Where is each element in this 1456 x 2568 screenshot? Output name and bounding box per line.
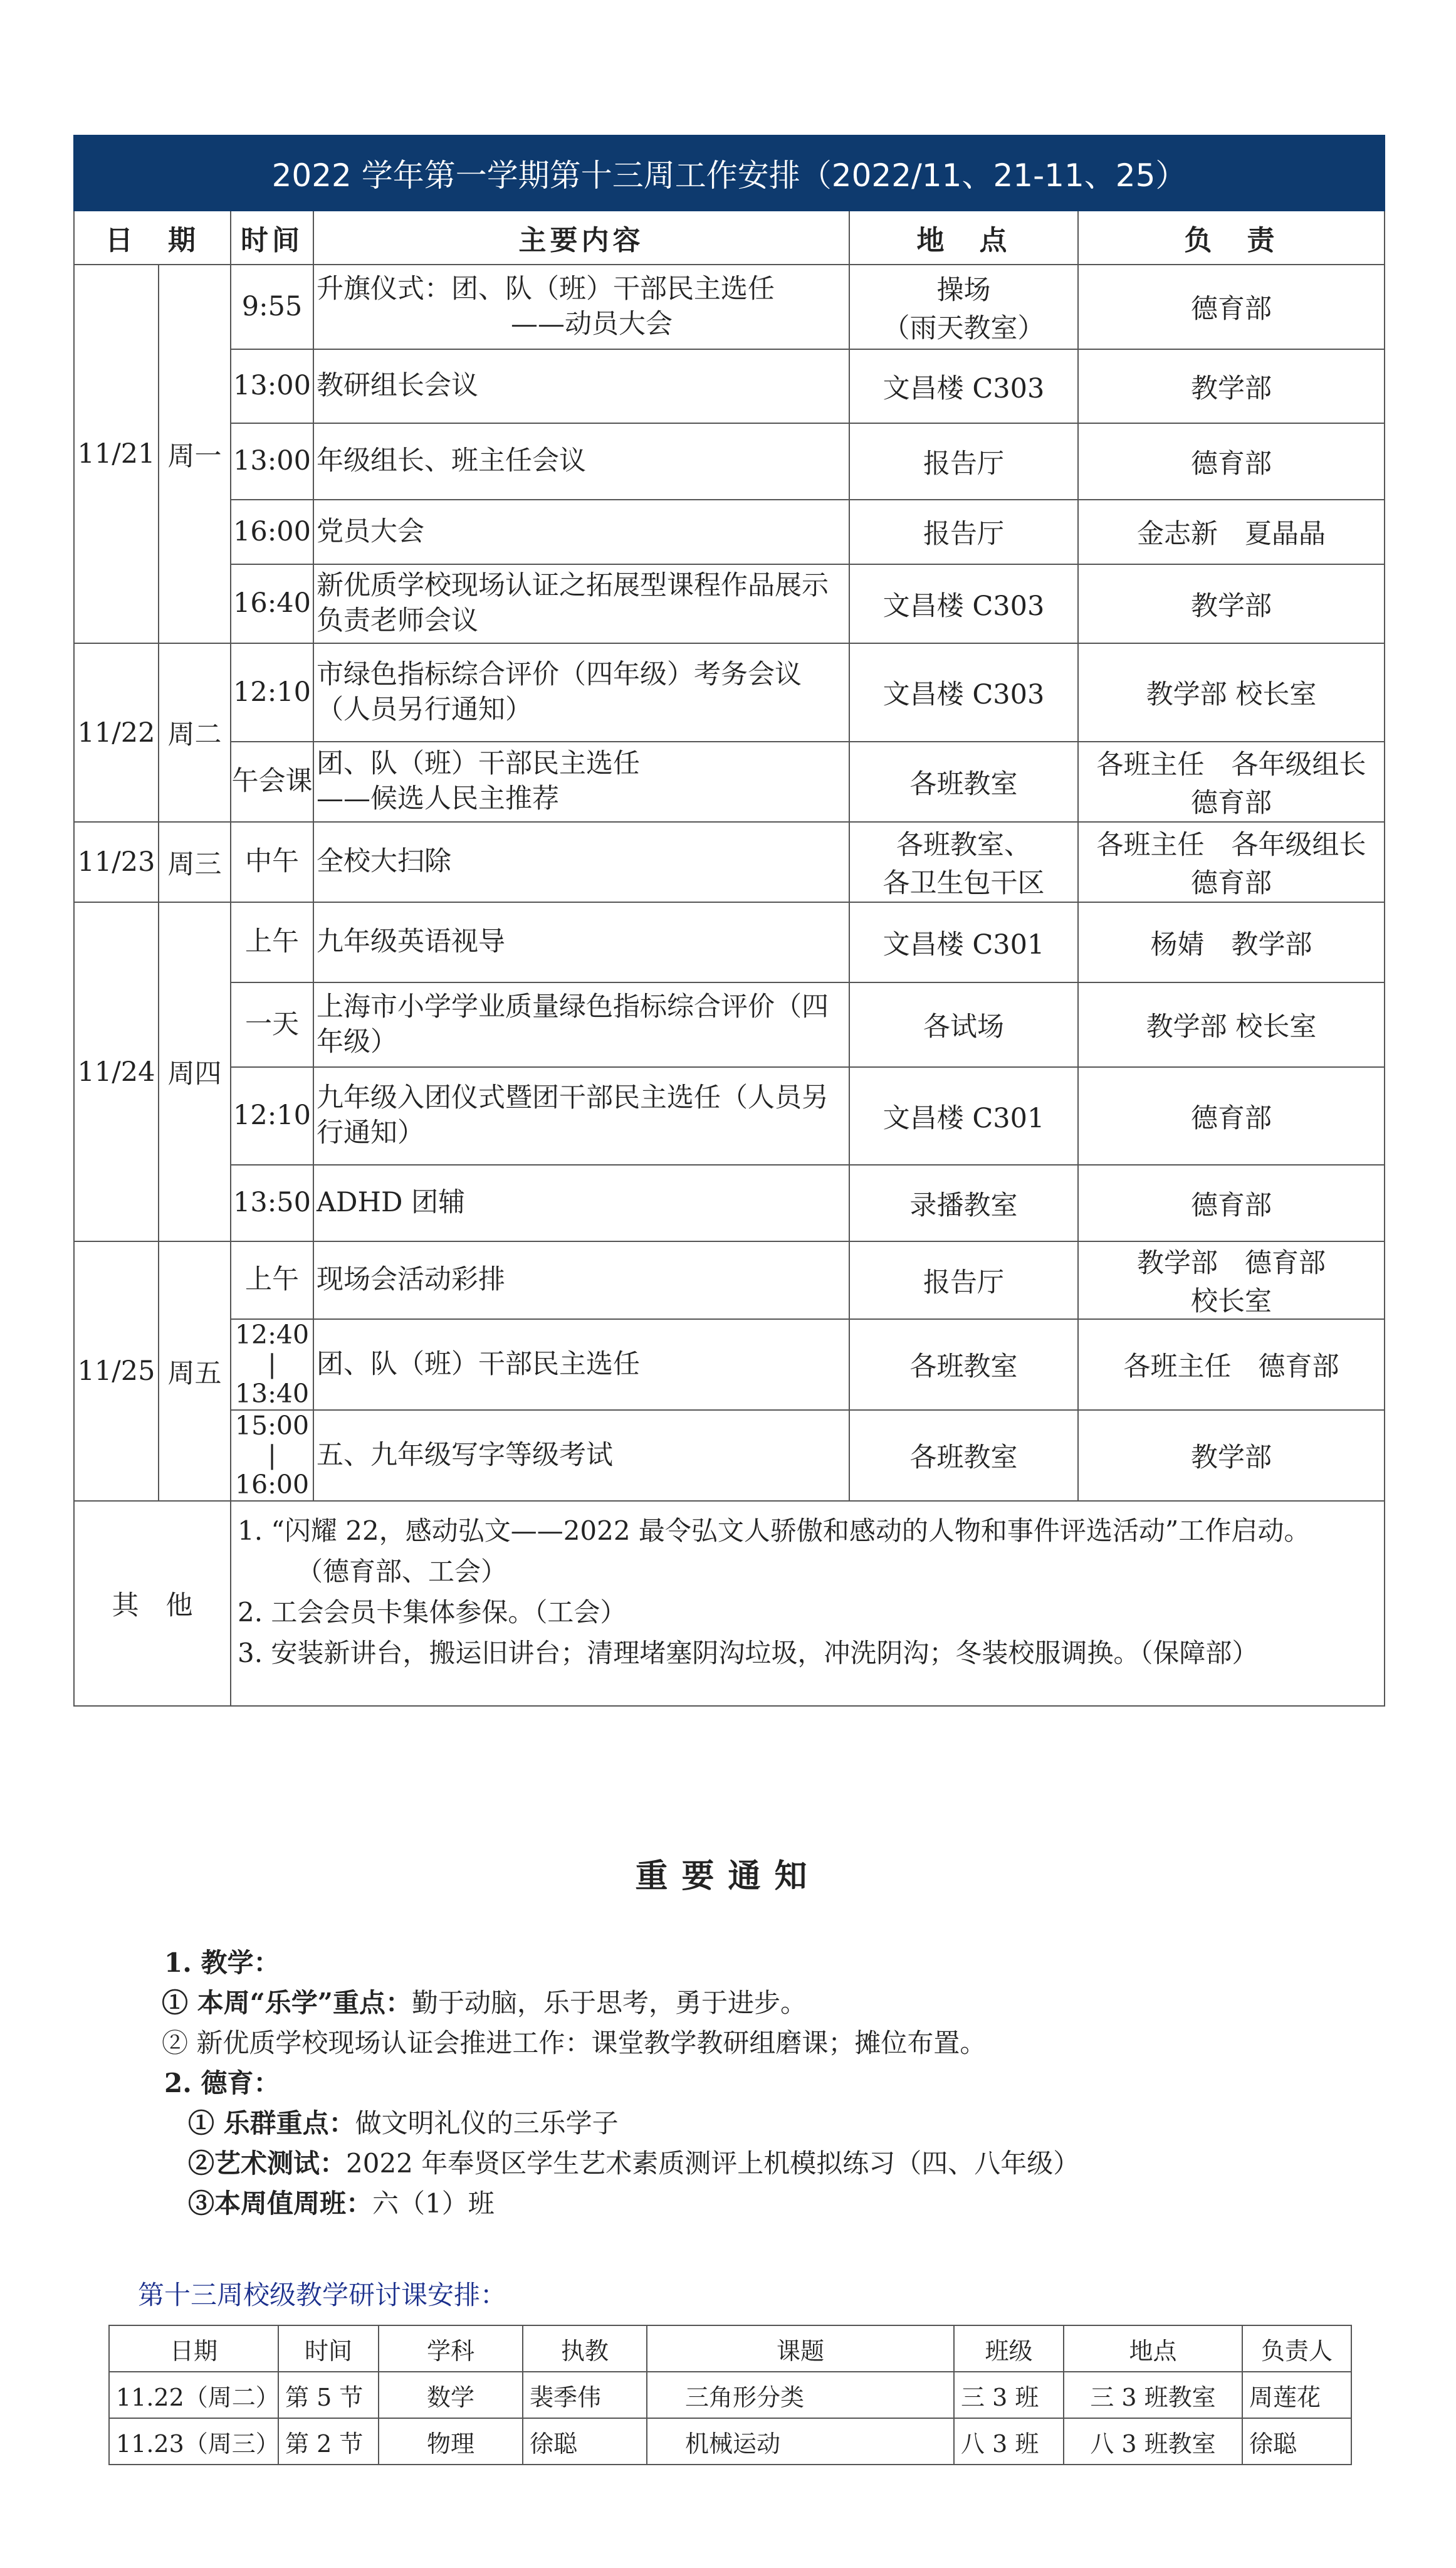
- table-row: [74, 1067, 1385, 1165]
- header-place: 地 点: [849, 211, 1078, 265]
- content-subtext: ——动员大会: [511, 308, 673, 340]
- owner-cell: 德育部: [1078, 1067, 1385, 1165]
- notice-item-label: ③本周值周班：: [188, 2188, 373, 2219]
- table-row: [74, 423, 1385, 500]
- research-teacher: 徐聪: [523, 2418, 647, 2465]
- time-cell: 16:40: [231, 564, 313, 643]
- research-topic: 机械运动: [647, 2418, 954, 2465]
- time-cell: 13:50: [231, 1165, 313, 1241]
- place-cell: 文昌楼 C303: [849, 643, 1078, 742]
- owner-cell: 各班主任 德育部: [1078, 1319, 1385, 1410]
- content-cell: ADHD 团辅: [313, 1165, 849, 1241]
- other-item: （德育部、工会）: [296, 1556, 508, 1587]
- place-cell: 报告厅: [849, 500, 1078, 564]
- other-item: 3. 安装新讲台，搬运旧讲台；清理堵塞阴沟垃圾，冲洗阴沟；冬装校服调换。（保障部）: [238, 1638, 1259, 1669]
- research-header-topic: 课题: [647, 2325, 954, 2372]
- time-cell: 9:55: [231, 265, 313, 349]
- time-start: 15:00: [234, 1410, 310, 1441]
- date-cell: 11/23: [74, 822, 159, 902]
- content-cell: 党员大会: [313, 500, 849, 564]
- table-row: [74, 742, 1385, 822]
- research-heading: 第十三周校级教学研讨课安排：: [138, 2280, 507, 2310]
- table-row: [109, 2372, 1351, 2418]
- table-row: [74, 1165, 1385, 1241]
- owner-text: 各班主任 各年级组长: [1096, 749, 1366, 781]
- content-cell: 五、九年级写字等级考试: [313, 1410, 849, 1501]
- owner-subtext: 校长室: [1191, 1286, 1272, 1317]
- owner-cell: 德育部: [1078, 1165, 1385, 1241]
- time-cell: 12:10: [231, 643, 313, 742]
- research-header-class: 班级: [954, 2325, 1064, 2372]
- owner-cell: 德育部: [1078, 423, 1385, 500]
- time-cell: 中午: [231, 822, 313, 902]
- other-item: 2. 工会会员卡集体参保。（工会）: [238, 1597, 627, 1628]
- time-end: 16:00: [234, 1470, 310, 1500]
- time-start: 12:40: [234, 1319, 310, 1350]
- owner-cell: 教学部 校长室: [1078, 643, 1385, 742]
- research-owner: 徐聪: [1242, 2418, 1351, 2465]
- owner-cell: 金志新 夏晶晶: [1078, 500, 1385, 564]
- owner-cell: [1078, 1241, 1385, 1319]
- header-owner: 负 责: [1078, 211, 1385, 265]
- research-class: 三 3 班: [954, 2372, 1064, 2418]
- content-text: 升旗仪式：团、队（班）干部民主选任: [317, 273, 775, 305]
- time-cell: [231, 1410, 313, 1501]
- content-cell: 九年级入团仪式暨团干部民主选任（人员另行通知）: [313, 1067, 849, 1165]
- research-place: 三 3 班教室: [1064, 2372, 1242, 2418]
- time-cell: 午会课: [231, 742, 313, 822]
- notice-title: 重要通知: [635, 1858, 821, 1895]
- owner-text: 各班主任 各年级组长: [1096, 829, 1366, 861]
- place-cell: [849, 822, 1078, 902]
- place-cell: 文昌楼 C301: [849, 1067, 1078, 1165]
- content-cell: 新优质学校现场认证之拓展型课程作品展示负责老师会议: [313, 564, 849, 643]
- owner-cell: [1078, 742, 1385, 822]
- weekday-cell: 周三: [159, 822, 231, 902]
- place-subtext: 各卫生包干区: [883, 868, 1045, 899]
- table-row: [74, 982, 1385, 1067]
- research-header-subject: 学科: [379, 2325, 523, 2372]
- weekday-cell: 周四: [159, 902, 231, 1241]
- research-header-teacher: 执教: [523, 2325, 647, 2372]
- time-cell: 12:10: [231, 1067, 313, 1165]
- time-cell: [231, 1319, 313, 1410]
- place-cell: 各试场: [849, 982, 1078, 1067]
- content-cell: 九年级英语视导: [313, 902, 849, 982]
- date-cell: 11/24: [74, 902, 159, 1241]
- research-time: 第 2 节: [278, 2418, 379, 2465]
- research-topic: 三角形分类: [647, 2372, 954, 2418]
- owner-cell: 杨婧 教学部: [1078, 902, 1385, 982]
- notice-moral-label: [164, 2063, 280, 2100]
- notice-item-text: 六（1）班: [372, 2188, 495, 2219]
- weekday-cell: 周二: [159, 643, 231, 822]
- owner-cell: 教学部: [1078, 564, 1385, 643]
- time-end: 13:40: [234, 1379, 310, 1409]
- content-cell: 教研组长会议: [313, 349, 849, 423]
- time-cell: 一天: [231, 982, 313, 1067]
- notice-moral-item: [188, 2183, 495, 2221]
- research-header-time: 时间: [278, 2325, 379, 2372]
- owner-cell: 教学部: [1078, 1410, 1385, 1501]
- research-header-place: 地点: [1064, 2325, 1242, 2372]
- other-item: 1. “闪耀 22，感动弘文——2022 最令弘文人骄傲和感动的人物和事件评选活动”工作启动。: [238, 1515, 1311, 1546]
- owner-cell: 教学部: [1078, 349, 1385, 423]
- table-row: [74, 1241, 1385, 1319]
- notice-section-label: 1. 教学：: [164, 1947, 280, 1978]
- place-subtext: （雨天教室）: [883, 312, 1045, 344]
- place-cell: 文昌楼 C301: [849, 902, 1078, 982]
- time-separator: |: [268, 1439, 276, 1470]
- owner-subtext: 德育部: [1191, 868, 1272, 899]
- time-cell: 13:00: [231, 349, 313, 423]
- table-row: [74, 349, 1385, 423]
- owner-text: 教学部 德育部: [1137, 1248, 1326, 1279]
- owner-subtext: 德育部: [1191, 787, 1272, 819]
- content-cell: 现场会活动彩排: [313, 1241, 849, 1319]
- research-date: 11.22（周二）: [109, 2372, 278, 2418]
- place-cell: 各班教室: [849, 742, 1078, 822]
- place-cell: 报告厅: [849, 1241, 1078, 1319]
- header-date: 日 期: [74, 211, 231, 265]
- time-cell: 16:00: [231, 500, 313, 564]
- research-date: 11.23（周三）: [109, 2418, 278, 2465]
- research-subject: 物理: [379, 2418, 523, 2465]
- research-place: 八 3 班教室: [1064, 2418, 1242, 2465]
- owner-cell: 德育部: [1078, 265, 1385, 349]
- notice-item-label: ① 乐群重点：: [188, 2108, 355, 2139]
- place-text: 操场: [936, 274, 991, 306]
- notice-teaching-item: [162, 1982, 807, 2020]
- place-cell: 报告厅: [849, 423, 1078, 500]
- content-subtext: ——候选人民主推荐: [317, 783, 559, 814]
- place-cell: 文昌楼 C303: [849, 564, 1078, 643]
- place-cell: 各班教室: [849, 1410, 1078, 1501]
- owner-cell: [1078, 822, 1385, 902]
- notice-item-text: 勤于动脑，乐于思考，勇于进步。: [411, 1987, 807, 2018]
- content-text: 团、队（班）干部民主选任: [317, 748, 640, 780]
- notice-item-text: ② 新优质学校现场认证会推进工作：课堂教学教研组磨课；摊位布置。: [162, 2028, 987, 2058]
- other-row: [74, 1501, 1385, 1706]
- other-items: [231, 1501, 1385, 1706]
- research-header-row: [109, 2325, 1351, 2372]
- notice-section-label: 2. 德育：: [164, 2068, 280, 2098]
- schedule-header-row: [74, 211, 1385, 265]
- research-subject: 数学: [379, 2372, 523, 2418]
- content-cell: 上海市小学学业质量绿色指标综合评价（四年级）: [313, 982, 849, 1067]
- research-time: 第 5 节: [278, 2372, 379, 2418]
- table-row: [74, 643, 1385, 742]
- time-cell: 13:00: [231, 423, 313, 500]
- owner-cell: 教学部 校长室: [1078, 982, 1385, 1067]
- table-row: [74, 1410, 1385, 1501]
- table-row: [74, 822, 1385, 902]
- place-text: 各班教室、: [896, 829, 1031, 861]
- time-cell: 上午: [231, 902, 313, 982]
- research-header-date: 日期: [109, 2325, 278, 2372]
- place-cell: 文昌楼 C303: [849, 349, 1078, 423]
- table-row: [74, 1319, 1385, 1410]
- place-cell: 录播教室: [849, 1165, 1078, 1241]
- date-cell: 11/22: [74, 643, 159, 822]
- research-owner: 周莲花: [1242, 2372, 1351, 2418]
- weekday-cell: 周五: [159, 1241, 231, 1501]
- header-time: 时间: [231, 211, 313, 265]
- notice-item-label: ②艺术测试：: [188, 2148, 347, 2179]
- notice-item-label: ① 本周“乐学”重点：: [162, 1987, 412, 2018]
- schedule-title: 2022 学年第一学期第十三周工作安排（2022/11、21-11、25）: [74, 135, 1385, 211]
- table-row: [109, 2418, 1351, 2465]
- table-row: [74, 265, 1385, 349]
- research-header-owner: 负责人: [1242, 2325, 1351, 2372]
- weekday-cell: 周一: [159, 265, 231, 643]
- date-cell: 11/25: [74, 1241, 159, 1501]
- notice-moral-item: [188, 2103, 619, 2140]
- notice-item-text: 2022 年奉贤区学生艺术素质测评上机模拟练习（四、八年级）: [346, 2148, 1080, 2179]
- content-cell: 全校大扫除: [313, 822, 849, 902]
- time-cell: 上午: [231, 1241, 313, 1319]
- table-row: [74, 902, 1385, 982]
- time-separator: |: [268, 1349, 276, 1379]
- content-cell: 市绿色指标综合评价（四年级）考务会议（人员另行通知）: [313, 643, 849, 742]
- date-cell: 11/21: [74, 265, 159, 643]
- notice-moral-item: [188, 2143, 1079, 2181]
- notice-teaching-item: [162, 2023, 986, 2060]
- weekly-schedule-table: [73, 135, 1385, 1707]
- header-content: 主要内容: [313, 211, 849, 265]
- notice-item-text: 做文明礼仪的三乐学子: [355, 2108, 619, 2139]
- notice-teaching-label: [164, 1942, 280, 1980]
- research-lesson-table: [108, 2325, 1352, 2465]
- place-cell: 各班教室: [849, 1319, 1078, 1410]
- content-cell: 年级组长、班主任会议: [313, 423, 849, 500]
- content-cell: [313, 742, 849, 822]
- research-teacher: 裴季伟: [523, 2372, 647, 2418]
- table-row: [74, 500, 1385, 564]
- research-class: 八 3 班: [954, 2418, 1064, 2465]
- content-cell: 团、队（班）干部民主选任: [313, 1319, 849, 1410]
- table-row: [74, 564, 1385, 643]
- content-cell: [313, 265, 849, 349]
- other-label: 其 他: [74, 1501, 231, 1706]
- place-cell: [849, 265, 1078, 349]
